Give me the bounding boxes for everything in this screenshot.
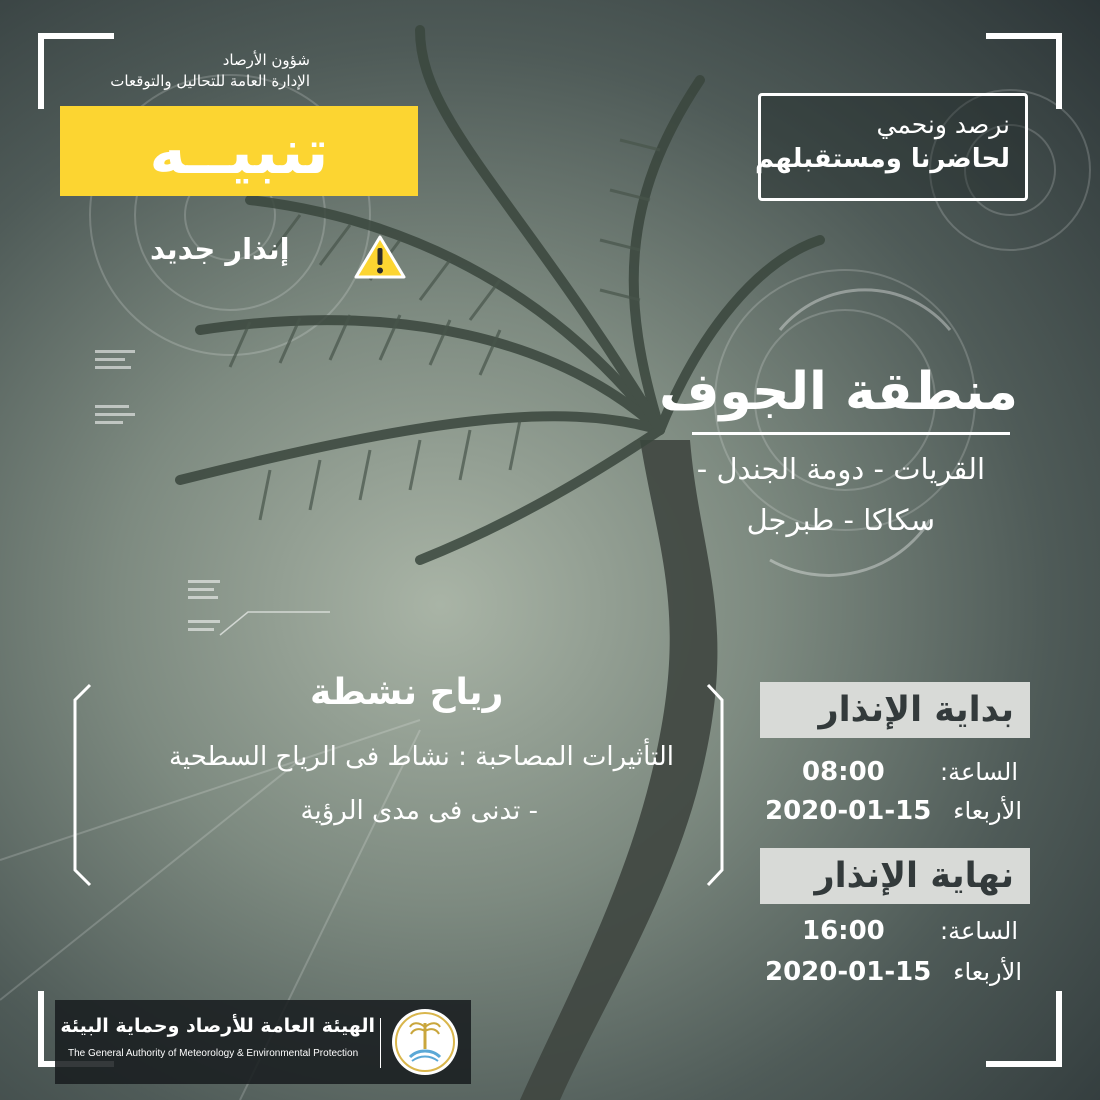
start-label: بداية الإنذار xyxy=(818,690,1014,730)
alert-title: تنبيــه xyxy=(149,114,329,188)
palm-swords-emblem-icon xyxy=(388,1005,462,1079)
governorates-line-2: سكاكا - طبرجل xyxy=(746,503,935,537)
department-block xyxy=(110,50,310,92)
region-underline xyxy=(692,432,1010,435)
end-label: نهاية الإنذار xyxy=(814,856,1014,896)
start-date: 2020-01-15 xyxy=(765,796,932,826)
corner-bracket-top-left xyxy=(38,33,114,109)
start-time: 08:00 xyxy=(802,757,885,787)
slogan-line-1: نرصد ونحمي xyxy=(876,110,1010,139)
phenomenon-title: رياح نشطة xyxy=(310,672,504,713)
effects-line-2: - تدنى فى مدى الرؤية xyxy=(300,796,538,826)
end-day: الأربعاء xyxy=(953,958,1022,986)
start-label-bar xyxy=(760,682,1030,738)
corner-bracket-bottom-right xyxy=(986,991,1062,1067)
start-day: الأربعاء xyxy=(953,797,1022,825)
effects-line-1: التأثيرات المصاحبة : نشاط فى الرياح السطحية xyxy=(168,742,674,772)
end-label-bar xyxy=(760,848,1030,904)
end-time-label: الساعة: xyxy=(940,917,1018,945)
end-time: 16:00 xyxy=(802,916,885,946)
org-name-arabic: الهيئة العامة للأرصاد وحماية البيئة xyxy=(60,1015,375,1037)
department-line-1: شؤون الأرصاد xyxy=(222,51,310,69)
warning-triangle-icon xyxy=(354,234,406,280)
new-warning-label: إنذار جديد xyxy=(150,232,290,266)
slogan-line-2: لحاضرنا ومستقبلهم xyxy=(755,144,1010,174)
department-line-2: الإدارة العامة للتحاليل والتوقعات xyxy=(110,72,310,90)
org-name-english: The General Authority of Meteorology & Environmental Protection xyxy=(68,1048,359,1059)
region-name: منطقة الجوف xyxy=(659,362,1018,422)
governorates-line-1: القريات - دومة الجندل - xyxy=(696,452,985,486)
alert-title-box xyxy=(60,106,418,196)
start-time-label: الساعة: xyxy=(940,758,1018,786)
logo-divider xyxy=(380,1018,381,1068)
end-date: 2020-01-15 xyxy=(765,957,932,987)
